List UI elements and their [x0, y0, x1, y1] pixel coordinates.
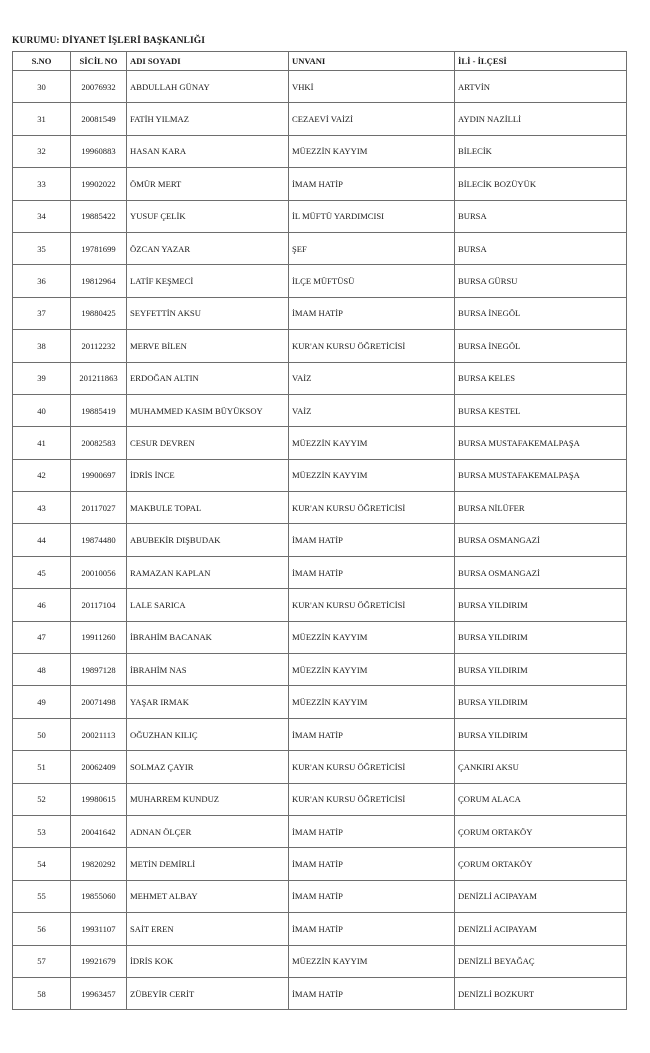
- cell-sno: 54: [13, 848, 71, 880]
- table-row: [13, 459, 627, 491]
- cell-name: RAMAZAN KAPLAN: [127, 556, 289, 588]
- cell-sicil-no: 20021113: [71, 718, 127, 750]
- cell-title: İMAM HATİP: [289, 524, 455, 556]
- cell-name: İDRİS İNCE: [127, 459, 289, 491]
- cell-sno: 37: [13, 297, 71, 329]
- cell-sicil-no: 20082583: [71, 427, 127, 459]
- cell-title: MÜEZZİN KAYYIM: [289, 621, 455, 653]
- cell-province-district: DENİZLİ BOZKURT: [455, 977, 627, 1009]
- cell-province-district: BURSA İNEGÖL: [455, 330, 627, 362]
- cell-name: CESUR DEVREN: [127, 427, 289, 459]
- cell-sno: 35: [13, 232, 71, 264]
- cell-title: MÜEZZİN KAYYIM: [289, 135, 455, 167]
- cell-title: İMAM HATİP: [289, 977, 455, 1009]
- cell-province-district: BİLECİK BOZÜYÜK: [455, 168, 627, 200]
- table-row: [13, 135, 627, 167]
- table-row: [13, 977, 627, 1009]
- cell-title: İLÇE MÜFTÜSÜ: [289, 265, 455, 297]
- cell-sno: 45: [13, 556, 71, 588]
- cell-province-district: BURSA GÜRSU: [455, 265, 627, 297]
- cell-name: ÖZCAN YAZAR: [127, 232, 289, 264]
- cell-title: VAİZ: [289, 394, 455, 426]
- cell-name: YUSUF ÇELİK: [127, 200, 289, 232]
- cell-province-district: BURSA KELES: [455, 362, 627, 394]
- cell-title: MÜEZZİN KAYYIM: [289, 459, 455, 491]
- cell-title: VHKİ: [289, 71, 455, 103]
- cell-sno: 47: [13, 621, 71, 653]
- cell-province-district: DENİZLİ ACIPAYAM: [455, 913, 627, 945]
- cell-province-district: ÇORUM ORTAKÖY: [455, 848, 627, 880]
- cell-province-district: BURSA YILDIRIM: [455, 621, 627, 653]
- table-row: [13, 71, 627, 103]
- cell-name: ABUBEKİR DIŞBUDAK: [127, 524, 289, 556]
- cell-name: ABDULLAH GÜNAY: [127, 71, 289, 103]
- table-row: [13, 654, 627, 686]
- cell-province-district: BURSA NİLÜFER: [455, 492, 627, 524]
- cell-title: İMAM HATİP: [289, 556, 455, 588]
- table-row: [13, 589, 627, 621]
- cell-sno: 44: [13, 524, 71, 556]
- cell-title: MÜEZZİN KAYYIM: [289, 945, 455, 977]
- cell-province-district: BİLECİK: [455, 135, 627, 167]
- cell-title: İMAM HATİP: [289, 718, 455, 750]
- cell-sicil-no: 20062409: [71, 751, 127, 783]
- cell-sno: 33: [13, 168, 71, 200]
- cell-sicil-no: 201211863: [71, 362, 127, 394]
- cell-province-district: BURSA KESTEL: [455, 394, 627, 426]
- cell-title: İMAM HATİP: [289, 297, 455, 329]
- header-name: ADI SOYADI: [127, 52, 289, 71]
- header-province-district: İLİ - İLÇESİ: [455, 52, 627, 71]
- header-row: [13, 52, 627, 71]
- table-row: [13, 880, 627, 912]
- table-row: [13, 232, 627, 264]
- table-row: [13, 815, 627, 847]
- cell-province-district: ÇORUM ORTAKÖY: [455, 815, 627, 847]
- cell-sicil-no: 20010056: [71, 556, 127, 588]
- cell-name: MUHAMMED KASIM BÜYÜKSOY: [127, 394, 289, 426]
- table-row: [13, 362, 627, 394]
- cell-sno: 49: [13, 686, 71, 718]
- cell-name: İBRAHİM NAS: [127, 654, 289, 686]
- cell-sicil-no: 19963457: [71, 977, 127, 1009]
- cell-province-district: BURSA YILDIRIM: [455, 654, 627, 686]
- cell-sno: 46: [13, 589, 71, 621]
- cell-name: İBRAHİM BACANAK: [127, 621, 289, 653]
- cell-province-district: DENİZLİ BEYAĞAÇ: [455, 945, 627, 977]
- institution-title: KURUMU: DİYANET İŞLERİ BAŞKANLIĞI: [12, 36, 206, 46]
- cell-name: ÖMÜR MERT: [127, 168, 289, 200]
- cell-province-district: ARTVİN: [455, 71, 627, 103]
- cell-province-district: BURSA MUSTAFAKEMALPAŞA: [455, 427, 627, 459]
- cell-sno: 42: [13, 459, 71, 491]
- cell-province-district: ÇANKIRI AKSU: [455, 751, 627, 783]
- table-row: [13, 297, 627, 329]
- cell-sicil-no: 19812964: [71, 265, 127, 297]
- table-row: [13, 330, 627, 362]
- cell-sno: 55: [13, 880, 71, 912]
- cell-name: SOLMAZ ÇAYIR: [127, 751, 289, 783]
- cell-title: ŞEF: [289, 232, 455, 264]
- cell-name: FATİH YILMAZ: [127, 103, 289, 135]
- cell-sno: 40: [13, 394, 71, 426]
- cell-sno: 50: [13, 718, 71, 750]
- cell-name: İDRİS KOK: [127, 945, 289, 977]
- table-row: [13, 913, 627, 945]
- cell-name: YAŞAR IRMAK: [127, 686, 289, 718]
- cell-sicil-no: 19980615: [71, 783, 127, 815]
- table-row: [13, 524, 627, 556]
- cell-sno: 48: [13, 654, 71, 686]
- cell-province-district: BURSA YILDIRIM: [455, 718, 627, 750]
- table-row: [13, 427, 627, 459]
- table-row: [13, 265, 627, 297]
- cell-title: İMAM HATİP: [289, 168, 455, 200]
- cell-province-district: BURSA YILDIRIM: [455, 686, 627, 718]
- cell-sno: 39: [13, 362, 71, 394]
- cell-sicil-no: 20081549: [71, 103, 127, 135]
- cell-sicil-no: 20071498: [71, 686, 127, 718]
- cell-sno: 31: [13, 103, 71, 135]
- cell-sicil-no: 20041642: [71, 815, 127, 847]
- cell-sno: 43: [13, 492, 71, 524]
- cell-sicil-no: 19855060: [71, 880, 127, 912]
- table-body: [13, 71, 627, 1010]
- cell-sicil-no: 20117027: [71, 492, 127, 524]
- table-row: [13, 686, 627, 718]
- cell-sicil-no: 19911260: [71, 621, 127, 653]
- cell-name: MUHARREM KUNDUZ: [127, 783, 289, 815]
- cell-province-district: ÇORUM ALACA: [455, 783, 627, 815]
- table-row: [13, 200, 627, 232]
- cell-province-district: BURSA: [455, 232, 627, 264]
- cell-sno: 57: [13, 945, 71, 977]
- cell-sicil-no: 19897128: [71, 654, 127, 686]
- cell-sno: 56: [13, 913, 71, 945]
- cell-province-district: BURSA YILDIRIM: [455, 589, 627, 621]
- cell-sicil-no: 20076932: [71, 71, 127, 103]
- header-title: UNVANI: [289, 52, 455, 71]
- cell-name: MERVE BİLEN: [127, 330, 289, 362]
- cell-title: İMAM HATİP: [289, 913, 455, 945]
- cell-sicil-no: 19902022: [71, 168, 127, 200]
- cell-title: KUR'AN KURSU ÖĞRETİCİSİ: [289, 330, 455, 362]
- cell-sicil-no: 20112232: [71, 330, 127, 362]
- table-row: [13, 394, 627, 426]
- cell-province-district: BURSA MUSTAFAKEMALPAŞA: [455, 459, 627, 491]
- cell-province-district: AYDIN NAZİLLİ: [455, 103, 627, 135]
- cell-sicil-no: 19885419: [71, 394, 127, 426]
- cell-title: MÜEZZİN KAYYIM: [289, 654, 455, 686]
- cell-name: LATİF KEŞMECİ: [127, 265, 289, 297]
- cell-name: METİN DEMİRLİ: [127, 848, 289, 880]
- cell-sno: 52: [13, 783, 71, 815]
- table-row: [13, 783, 627, 815]
- cell-sicil-no: 19885422: [71, 200, 127, 232]
- table-header: [13, 52, 627, 71]
- table-row: [13, 492, 627, 524]
- cell-title: VAİZ: [289, 362, 455, 394]
- cell-title: MÜEZZİN KAYYIM: [289, 686, 455, 718]
- cell-title: KUR'AN KURSU ÖĞRETİCİSİ: [289, 492, 455, 524]
- cell-sicil-no: 19880425: [71, 297, 127, 329]
- cell-sno: 51: [13, 751, 71, 783]
- cell-sicil-no: 19820292: [71, 848, 127, 880]
- cell-sicil-no: 20117104: [71, 589, 127, 621]
- cell-sicil-no: 19931107: [71, 913, 127, 945]
- cell-title: İMAM HATİP: [289, 815, 455, 847]
- cell-sicil-no: 19900697: [71, 459, 127, 491]
- cell-province-district: BURSA OSMANGAZİ: [455, 556, 627, 588]
- cell-title: İMAM HATİP: [289, 880, 455, 912]
- table-row: [13, 556, 627, 588]
- cell-sicil-no: 19921679: [71, 945, 127, 977]
- cell-sno: 53: [13, 815, 71, 847]
- table-row: [13, 718, 627, 750]
- cell-title: KUR'AN KURSU ÖĞRETİCİSİ: [289, 783, 455, 815]
- cell-name: LALE SARICA: [127, 589, 289, 621]
- header-sicil-no: SİCİL NO: [71, 52, 127, 71]
- cell-sicil-no: 19960883: [71, 135, 127, 167]
- cell-sno: 38: [13, 330, 71, 362]
- table-row: [13, 848, 627, 880]
- cell-sno: 58: [13, 977, 71, 1009]
- cell-sicil-no: 19781699: [71, 232, 127, 264]
- cell-title: İMAM HATİP: [289, 848, 455, 880]
- table-row: [13, 103, 627, 135]
- table-row: [13, 168, 627, 200]
- cell-name: SEYFETTİN AKSU: [127, 297, 289, 329]
- cell-name: ADNAN ÖLÇER: [127, 815, 289, 847]
- table-row: [13, 751, 627, 783]
- cell-title: KUR'AN KURSU ÖĞRETİCİSİ: [289, 751, 455, 783]
- cell-name: OĞUZHAN KILIÇ: [127, 718, 289, 750]
- cell-name: ERDOĞAN ALTIN: [127, 362, 289, 394]
- cell-name: MAKBULE TOPAL: [127, 492, 289, 524]
- cell-sicil-no: 19874480: [71, 524, 127, 556]
- cell-province-district: DENİZLİ ACIPAYAM: [455, 880, 627, 912]
- table-row: [13, 621, 627, 653]
- cell-sno: 36: [13, 265, 71, 297]
- cell-sno: 41: [13, 427, 71, 459]
- cell-name: SAİT EREN: [127, 913, 289, 945]
- cell-sno: 32: [13, 135, 71, 167]
- cell-name: MEHMET ALBAY: [127, 880, 289, 912]
- cell-province-district: BURSA: [455, 200, 627, 232]
- table-row: [13, 945, 627, 977]
- cell-sno: 34: [13, 200, 71, 232]
- cell-title: MÜEZZİN KAYYIM: [289, 427, 455, 459]
- cell-province-district: BURSA İNEGÖL: [455, 297, 627, 329]
- cell-title: İL MÜFTÜ YARDIMCISI: [289, 200, 455, 232]
- cell-province-district: BURSA OSMANGAZİ: [455, 524, 627, 556]
- cell-title: KUR'AN KURSU ÖĞRETİCİSİ: [289, 589, 455, 621]
- cell-name: ZÜBEYİR CERİT: [127, 977, 289, 1009]
- cell-title: CEZAEVİ VAİZİ: [289, 103, 455, 135]
- header-sno: S.NO: [13, 52, 71, 71]
- personnel-table: [12, 51, 627, 1010]
- cell-sno: 30: [13, 71, 71, 103]
- cell-name: HASAN KARA: [127, 135, 289, 167]
